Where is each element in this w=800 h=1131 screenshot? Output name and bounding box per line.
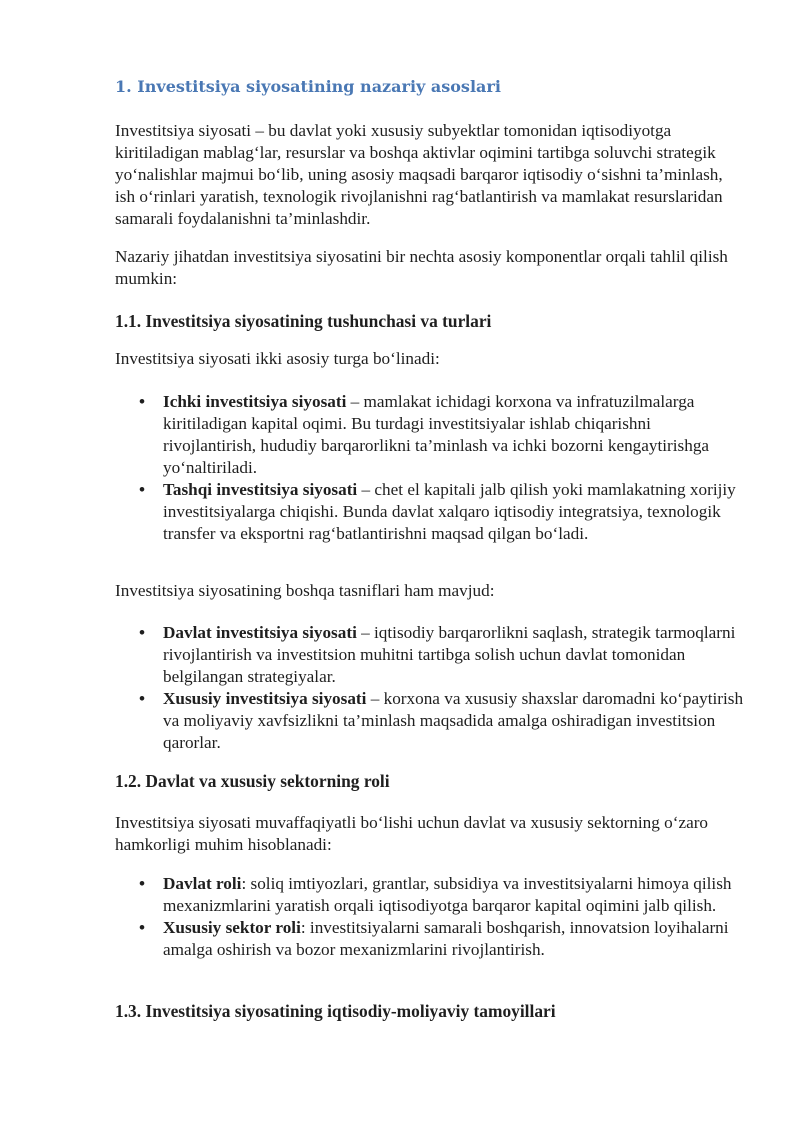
list-item-text: – chet el kapitali jalb qilish yoki mamlakatning xorijiy investitsiyalarga chiqishi. Bunda davlat xalqaro iqtisodiy integratsiya, texnologik transfer va eksportni rag‘batlantirishni maqsad qilgan bo‘ladi. bbox=[163, 480, 736, 543]
other-types-list bbox=[115, 622, 745, 754]
list-item-term: Davlat investitsiya siyosati bbox=[163, 623, 357, 642]
list-item-text: : investitsiyalarni samarali boshqarish, innovatsion loyihalarni amalga oshirish va bozor mexanizmlarini rivojlantirish. bbox=[163, 918, 729, 959]
list-item-term: Xususiy sektor roli bbox=[163, 918, 301, 937]
intro-paragraph: Investitsiya siyosati – bu davlat yoki xususiy subyektlar tomonidan iqtisodiyotga kiritiladigan mablag‘lar, resurslar va boshqa aktivlar oqimini tartibga soluvchi strategik yo‘nalishlar majmui bo‘lib, uning asosiy maqsadi barqaror iqtisodiy o‘sishni ta’minlash, ish o‘rinlari yaratish, texnologik rivojlanishni rag‘batlantirish va mamlakat resurslaridan samarali foydalanishni ta’minlashdir. bbox=[115, 121, 723, 228]
list-item-text: – iqtisodiy barqarorlikni saqlash, strategik tarmoqlarni rivojlantirish va investitsion muhitni tartibga solish uchun davlat tomonidan belgilangan strategiyalar. bbox=[163, 623, 736, 686]
list-item-text: : soliq imtiyozlari, grantlar, subsidiya va investitsiyalarni himoya qilish mexanizmlarini yaratish orqali iqtisodiyotga barqaror kapital oqimini jalb qilish. bbox=[163, 874, 732, 915]
list-item bbox=[115, 873, 745, 917]
list-item bbox=[115, 622, 745, 688]
bullet: • bbox=[139, 918, 146, 937]
bullet: • bbox=[139, 623, 146, 642]
types-list bbox=[115, 391, 745, 545]
roles-list bbox=[115, 873, 745, 961]
bullet: • bbox=[139, 392, 146, 411]
list-item bbox=[115, 688, 745, 754]
bullet: • bbox=[139, 874, 146, 893]
section-1-2-lead: Investitsiya siyosati muvaffaqiyatli bo‘lishi uchun davlat va xususiy sektorning o‘zaro hamkorligi muhim hisoblanadi: bbox=[115, 813, 709, 854]
section-1-1-heading: 1.1. Investitsiya siyosatining tushunchasi va turlari bbox=[115, 311, 492, 331]
list-item-term: Davlat roli bbox=[163, 874, 242, 893]
list-item-text: – mamlakat ichidagi korxona va infratuzilmalarga kiritiladigan kapital oqimi. Bu turdagi investitsiyalar ishlab chiqarishni rivojlantirish, hududiy barqarorlikni ta’minlash va ichki bozorni kengaytirishga yo‘naltiriladi. bbox=[163, 392, 710, 477]
bullet: • bbox=[139, 480, 146, 499]
list-item bbox=[115, 391, 745, 479]
list-item-term: Xususiy investitsiya siyosati bbox=[163, 689, 367, 708]
other-types-lead: Investitsiya siyosatining boshqa tasniflari ham mavjud: bbox=[115, 581, 495, 600]
section-1-1-lead: Investitsiya siyosati ikki asosiy turga bo‘linadi: bbox=[115, 349, 440, 368]
list-item bbox=[115, 479, 745, 545]
components-paragraph: Nazariy jihatdan investitsiya siyosatini bir nechta asosiy komponentlar orqali tahlil qilish mumkin: bbox=[115, 247, 728, 288]
section-1-3-heading: 1.3. Investitsiya siyosatining iqtisodiy-moliyaviy tamoyillari bbox=[115, 1001, 556, 1021]
bullet: • bbox=[139, 689, 146, 708]
list-item-term: Ichki investitsiya siyosati bbox=[163, 392, 347, 411]
section-1-2-heading: 1.2. Davlat va xususiy sektorning roli bbox=[115, 771, 390, 791]
list-item bbox=[115, 917, 745, 961]
list-item-term: Tashqi investitsiya siyosati bbox=[163, 480, 358, 499]
heading-1: 1. Investitsiya siyosatining nazariy asoslari bbox=[115, 77, 501, 96]
list-item-text: – korxona va xususiy shaxslar daromadni ko‘paytirish va moliyaviy xavfsizlikni ta’minlash maqsadida amalga oshiradigan investitsion qarorlar. bbox=[163, 689, 744, 752]
